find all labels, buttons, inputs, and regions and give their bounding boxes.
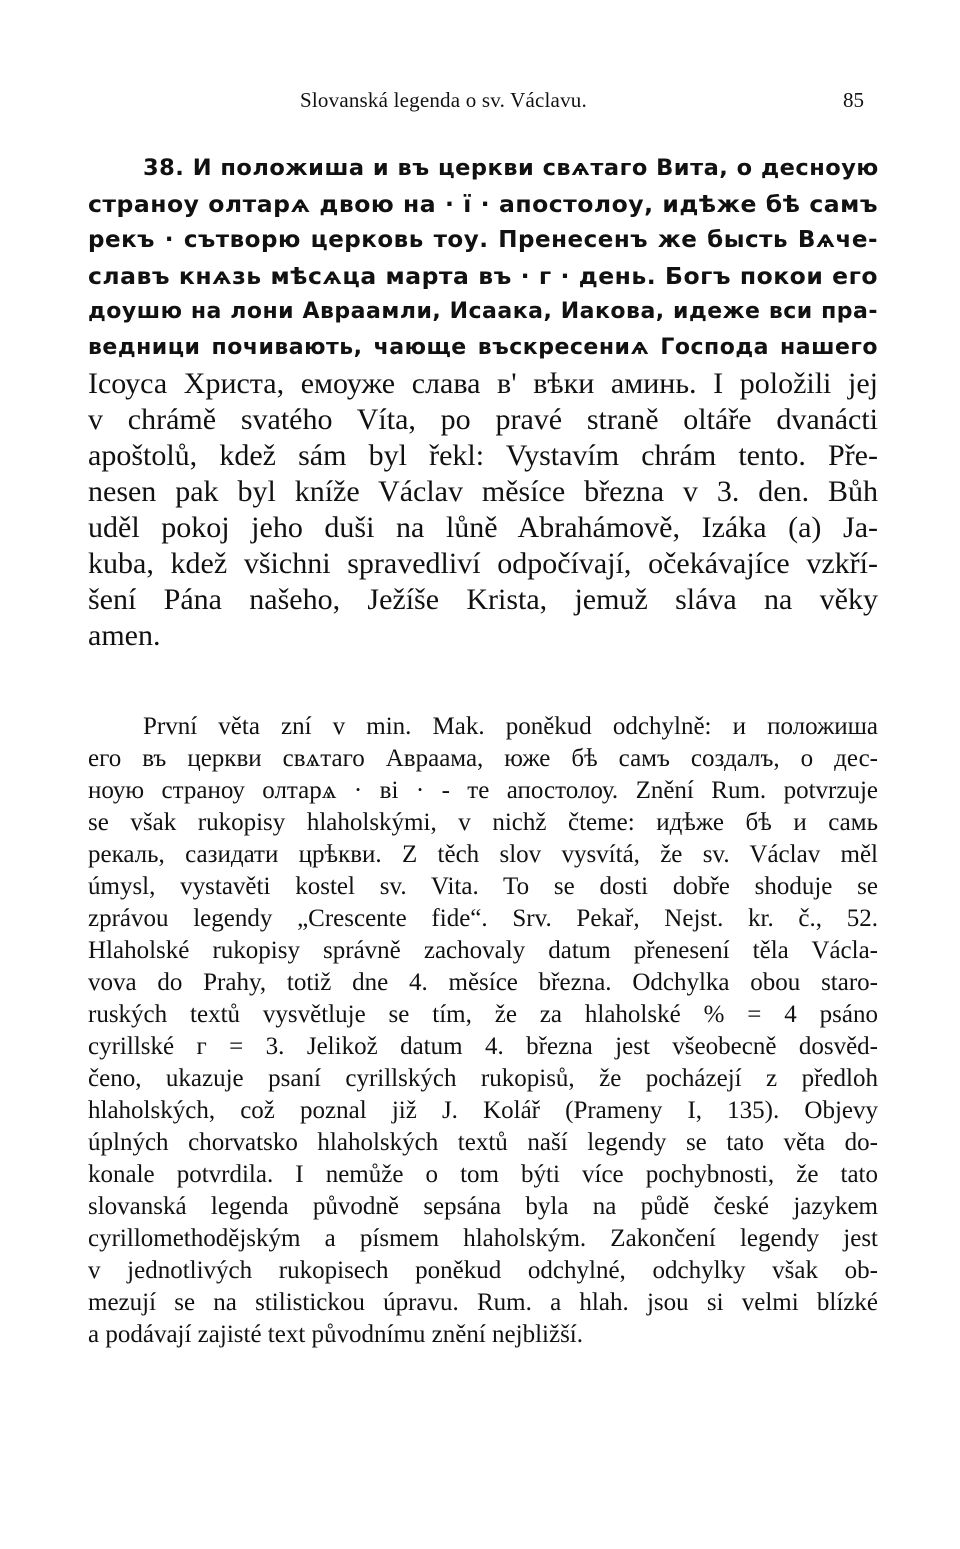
text-line: apoštolů, kdež sám byl řekl: Vystavím chrám tento. Pře- bbox=[88, 439, 878, 472]
text-line: славъ кнѧзь мѣсѧца марта въ · г · день. Богъ покои его bbox=[88, 262, 878, 290]
text-line: konale potvrdila. I nemůže o tom býti více pochybnosti, že tato bbox=[88, 1161, 878, 1188]
text-line: nesen pak byl kníže Václav měsíce března v 3. den. Bůh bbox=[88, 475, 878, 508]
text-line: 38. И положиша и въ церкви свѧтаго Вита, о десноую bbox=[143, 155, 879, 181]
text-line: První věta zní v min. Mak. poněkud odchylně: и положиша bbox=[143, 713, 878, 740]
text-line: zprávou legendy „Crescente fide“. Srv. Pekař, Nejst. kr. č., 52. bbox=[88, 905, 878, 932]
text-line: v chrámě svatého Víta, po pravé straně oltáře dvanácti bbox=[88, 403, 878, 436]
text-line: úplných chorvatsko hlaholských textů naší legendy se tato věta do- bbox=[88, 1129, 878, 1156]
text-line: uděl pokoj jeho duši na lůně Abrahámově, Izáka (a) Ja- bbox=[88, 511, 878, 544]
text-line: Ісоуса Христа, емоуже слава в' вѣки аминь. I položili jej bbox=[88, 367, 878, 400]
text-line: ноую страноу олтарѧ · ві · - те апостолоу. Znění Rum. potvrzuje bbox=[88, 777, 878, 804]
text-line: cyrillské г = 3. Jelikož datum 4. března jest všeobecně dosvěd- bbox=[88, 1033, 878, 1060]
running-title: Slovanská legenda o sv. Václavu. bbox=[300, 88, 587, 112]
text-line: a podávají zajisté text původnímu znění nejbližší. bbox=[88, 1321, 584, 1348]
text-line: hlaholských, což poznal již J. Kolář (Prameny I, 135). Objevy bbox=[88, 1097, 878, 1124]
text-line: cyrillomethodějským a písmem hlaholským. Zakončení legendy jest bbox=[88, 1225, 878, 1252]
text-line: čeno, ukazuje psaní cyrillských rukopisů, že pocházejí z předloh bbox=[88, 1065, 878, 1092]
text-line: amen. bbox=[88, 619, 161, 652]
text-line: ведници почивають, чающе въскресениѧ Господа нашего bbox=[88, 335, 878, 360]
text-line: vova do Prahy, totiž dne 4. měsíce března. Odchylka obou staro- bbox=[88, 969, 878, 996]
text-line: úmysl, vystavěti kostel sv. Vita. To se dosti dobře shoduje se bbox=[88, 873, 878, 900]
text-line: доушю на лони Авраамли, Исаака, Иакова, идеже вси пра- bbox=[88, 299, 878, 324]
text-line: Hlaholské rukopisy správně zachovaly datum přenesení těla Václa- bbox=[88, 937, 878, 964]
text-line: kuba, kdež všichni spravedliví odpočívají, očekávajíce vzkří- bbox=[88, 547, 878, 580]
text-line: страноу олтарѧ двою на · ї · апостолоу, идѣже бѣ самъ bbox=[88, 190, 878, 218]
page-header bbox=[0, 88, 960, 118]
text-line: v jednotlivých rukopisech poněkud odchylné, odchylky však ob- bbox=[88, 1257, 878, 1284]
text-line: šení Pána našeho, Ježíše Krista, jemuž sláva na věky bbox=[88, 583, 878, 616]
text-line: slovanská legenda původně sepsána byla na půdě české jazykem bbox=[88, 1193, 878, 1220]
text-line: mezují se na stilistickou úpravu. Rum. a hlah. jsou si velmi blízké bbox=[88, 1289, 878, 1316]
text-line: ruských textů vysvětluje se tím, že za hlaholské % = 4 psáno bbox=[88, 1001, 878, 1028]
text-line: se však rukopisy hlaholskými, v nichž čteme: идѣже бѣ и самь bbox=[88, 809, 878, 836]
text-line: его въ церкви свѧтаго Авраама, юже бѣ самъ создалъ, о дес- bbox=[88, 745, 878, 772]
text-line: рекаль, сазидати црѣкви. Z těch slov vysvítá, že sv. Václav měl bbox=[88, 841, 878, 868]
text-line: рекъ · сътворю церковь тоу. Пренесенъ же бысть Вѧче- bbox=[88, 227, 878, 253]
page-number: 85 bbox=[843, 88, 864, 112]
